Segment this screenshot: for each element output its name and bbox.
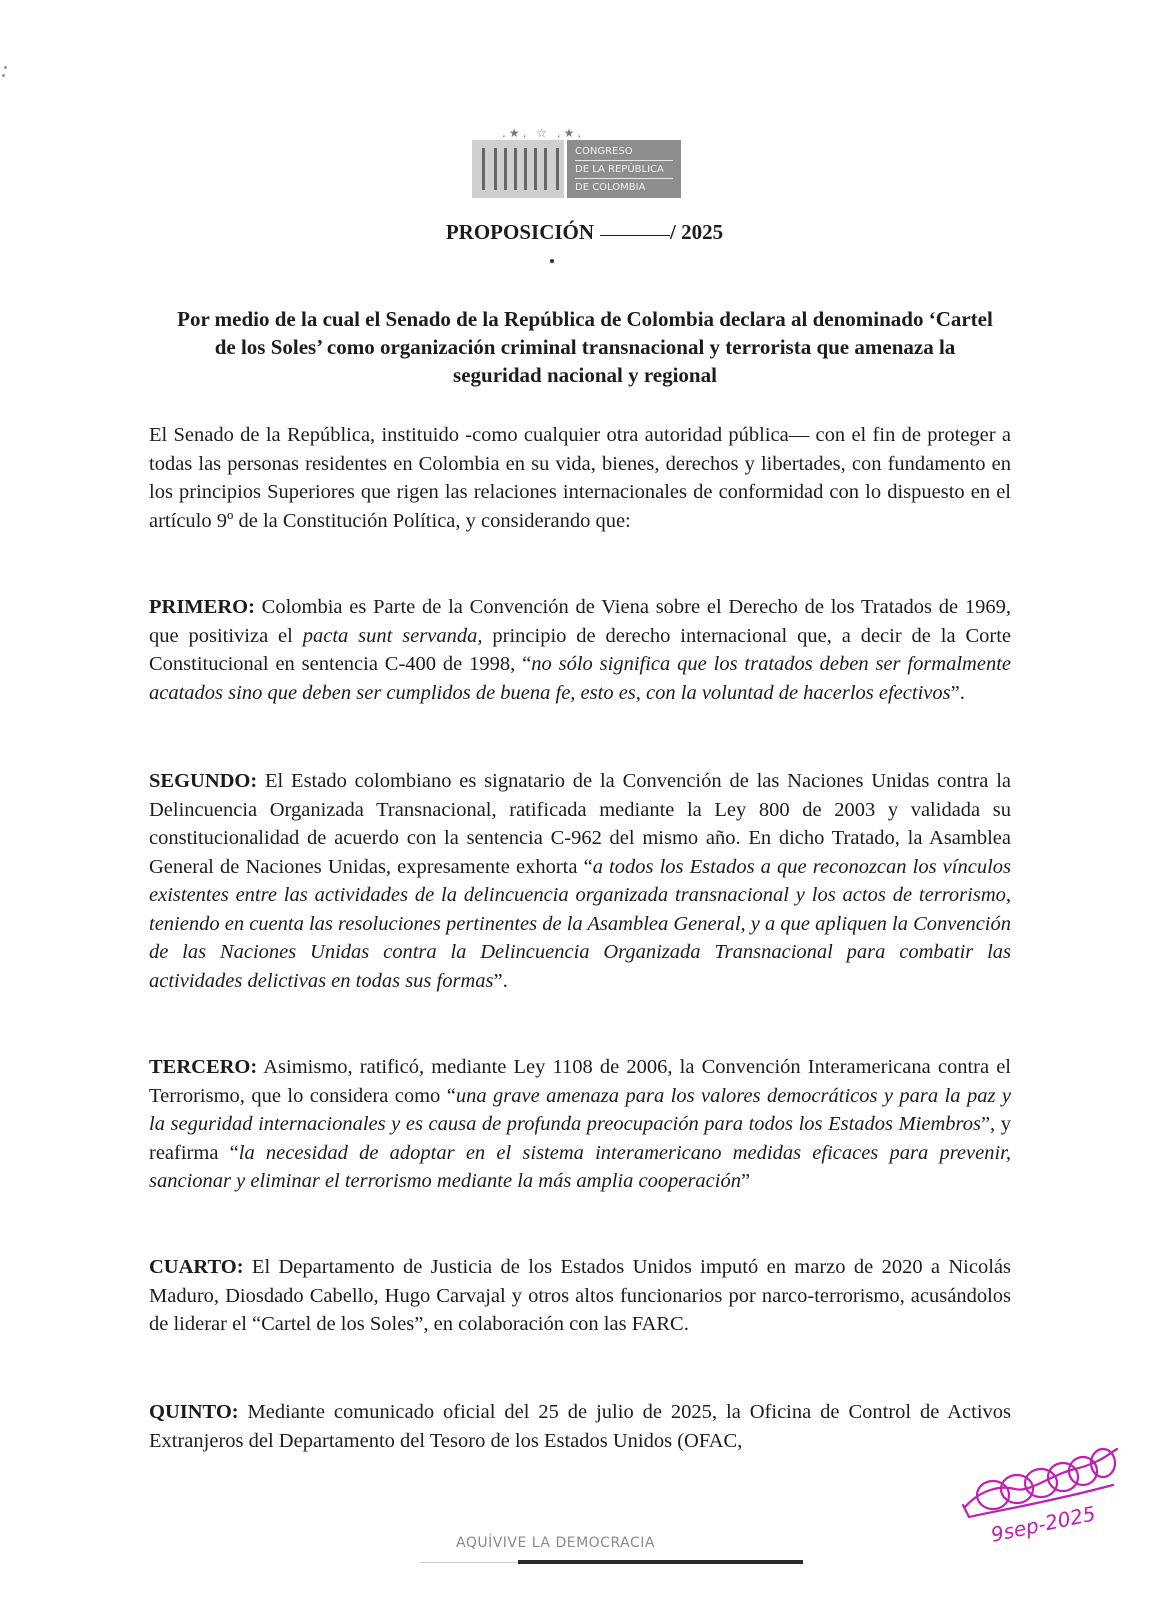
body-text: Mediante comunicado oficial del 25 de julio de 2025, la Oficina de Control de Activos Extranjeros del Departamento del Tesoro de los Estados Unidos (OFAC, — [149, 1401, 1011, 1452]
consideration-quinto — [149, 1398, 1011, 1455]
handwritten-date: 9sep-2025 — [988, 1501, 1098, 1547]
quoted-text: a todos los Estados a que reconozcan los vínculos existentes entre las actividades de la delincuencia organizada transnacional y los actos de terrorismo, teniendo en cuenta las resoluciones pertinentes de la Asamblea General, y a que apliquen la Convención de las Naciones Unidas contra la Delincuencia Organizada Transnacional para combatir las actividades delictivas en todas sus formas — [149, 855, 1011, 992]
body-text: Asimismo, ratificó, mediante Ley 1108 de 2006, la Convención Interamericana contra el Terrorismo, que lo considera como “ — [149, 1056, 1011, 1107]
consideration-label: TERCERO: — [149, 1056, 258, 1078]
body-text: ”, y reafirma “ — [149, 1113, 1011, 1164]
body-text: Colombia es Parte de la Convención de Viena sobre el Derecho de los Tratados de 1969, que positiviza el — [149, 596, 1011, 647]
quoted-text: una grave amenaza para los valores democráticos y para la paz y la seguridad internacionales y es causa de profunda preocupación para todos los Estados Miembros — [149, 1084, 1011, 1135]
logo-line: DE COLOMBIA — [575, 182, 646, 193]
quoted-text: no sólo significa que los tratados deben ser formalmente acatados sino que deben ser cumplidos de buena fe, esto es, con la voluntad de hacerlos efectivos — [149, 653, 1011, 704]
body-text: ”. — [950, 681, 965, 704]
logo-line: DE LA REPÚBLICA — [575, 161, 673, 179]
scan-speck — [4, 66, 7, 69]
proposition-number-blank — [600, 235, 670, 236]
body-text: ” — [740, 1170, 751, 1192]
consideration-segundo — [149, 767, 1011, 995]
intro-paragraph: El Senado de la República, instituido -como cualquier otra autoridad pública— con el fin de proteger a todas las personas residentes en Colombia en su vida, bienes, derechos y libertades, con fundamento en los principios Superiores que rigen las relaciones internacionales de conformidad con lo dispuesto en el artículo 9º de la Constitución Política, y considerando que: — [149, 424, 1011, 532]
footer-divider-thin — [420, 1562, 520, 1563]
logo-stars: .★. ☆ .★. — [502, 126, 585, 140]
quoted-text: la necesidad de adoptar en el sistema interamericano medidas eficaces para prevenir, sancionar y eliminar el terrorismo mediante la más amplia cooperación — [149, 1141, 1011, 1192]
capitol-building-icon — [472, 140, 564, 198]
consideration-primero — [149, 593, 1011, 707]
logo-text — [567, 140, 681, 198]
proposition-title — [0, 220, 1169, 245]
proposition-subject: Por medio de la cual el Senado de la República de Colombia declara al denominado ‘Cartel de los Soles’ como organización criminal transnacional y terrorista que amenaza la seguridad nacional y regional — [177, 307, 993, 387]
quoted-text: pacta sunt servanda, — [302, 624, 483, 647]
scan-speck — [2, 74, 5, 77]
body-text: El Estado colombiano es signatario de la Convención de las Naciones Unidas contra la Delincuencia Organizada Transnacional, ratificada mediante la Ley 800 de 2003 y validada su constitucionalidad de acuerdo con la sentencia C-962 del mismo año. En dicho Tratado, la Asamblea General de Naciones Unidas, expresamente exhorta “ — [149, 770, 1011, 878]
consideration-label: SEGUNDO: — [149, 770, 258, 792]
body-text: El Departamento de Justicia de los Estados Unidos imputó en marzo de 2020 a Nicolás Maduro, Diosdado Cabello, Hugo Carvajal y otros altos funcionarios por narco-terrorismo, acusándolos de liderar el “Cartel de los Soles”, en colaboración con las FARC. — [149, 1256, 1011, 1335]
dot-mark — [550, 259, 554, 263]
consideration-label: CUARTO: — [149, 1256, 244, 1278]
proposition-label: PROPOSICIÓN — [445, 220, 595, 244]
consideration-tercero — [149, 1053, 1011, 1196]
footer-divider — [518, 1560, 803, 1564]
congress-logo — [472, 126, 684, 200]
body-text: ”. — [493, 969, 508, 992]
consideration-label: PRIMERO: — [149, 596, 255, 618]
body-text: principio de derecho internacional que, a decir de la Corte Constitucional en sentencia C-400 de 1998, “ — [149, 624, 1011, 675]
logo-line: CONGRESO — [575, 143, 673, 161]
consideration-label: QUINTO: — [149, 1401, 239, 1423]
proposition-year: / 2025 — [670, 220, 724, 244]
consideration-cuarto — [149, 1253, 1011, 1339]
footer-motto: AQUÍVIVE LA DEMOCRACIA — [456, 1535, 655, 1551]
handwritten-signature — [955, 1445, 1125, 1555]
